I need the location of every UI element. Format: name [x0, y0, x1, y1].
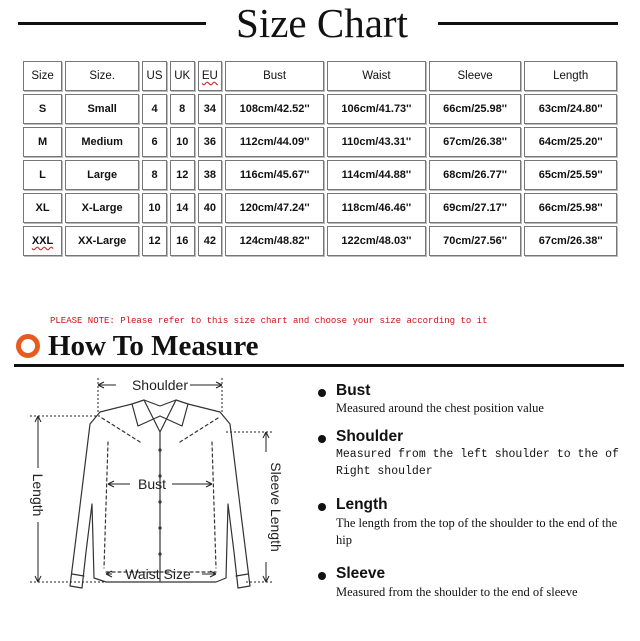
table-cell: 12 — [142, 226, 167, 256]
header-cell: Sleeve — [429, 61, 522, 91]
bullet-dot-icon — [318, 389, 326, 397]
diagram-label-bust: Bust — [137, 476, 167, 492]
table-cell: 42 — [198, 226, 223, 256]
table-cell: 65cm/25.59'' — [524, 160, 617, 190]
header-cell: Waist — [327, 61, 426, 91]
table-cell: 34 — [198, 94, 223, 124]
diagram-label-waist: Waist Size — [125, 566, 191, 582]
table-cell: 4 — [142, 94, 167, 124]
table-cell: 120cm/47.24'' — [225, 193, 324, 223]
table-cell: 10 — [142, 193, 167, 223]
table-cell: XL — [23, 193, 62, 223]
page-title: Size Chart — [236, 0, 408, 46]
bullet-text: Measured from the left shoulder to the of Right shoulder — [336, 448, 619, 478]
size-table — [20, 58, 620, 259]
header-cell: Length — [524, 61, 617, 91]
header-cell: Bust — [225, 61, 324, 91]
bullet-dot-icon — [318, 435, 326, 443]
table-cell: XX-Large — [65, 226, 139, 256]
table-row — [23, 160, 617, 190]
jacket-collar — [132, 400, 188, 426]
section-rule — [14, 364, 624, 367]
table-cell: 67cm/26.38'' — [429, 127, 522, 157]
table-row — [23, 127, 617, 157]
table-cell: M — [23, 127, 62, 157]
table-cell: 8 — [142, 160, 167, 190]
table-cell: 14 — [170, 193, 195, 223]
how-to-measure-title: How To Measure — [48, 330, 259, 362]
header-cell: Size. — [65, 61, 139, 91]
table-cell: 66cm/25.98'' — [429, 94, 522, 124]
table-cell: 124cm/48.82'' — [225, 226, 324, 256]
table-cell: 69cm/27.17'' — [429, 193, 522, 223]
bullet-title: Shoulder — [336, 428, 404, 445]
table-cell: 110cm/43.31'' — [327, 127, 426, 157]
table-cell: 116cm/45.67'' — [225, 160, 324, 190]
how-to-measure-header — [14, 330, 624, 362]
table-cell: Medium — [65, 127, 139, 157]
table-cell: 6 — [142, 127, 167, 157]
bullet-dot-icon — [318, 503, 326, 511]
table-cell: 112cm/44.09'' — [225, 127, 324, 157]
table-cell: 63cm/24.80'' — [524, 94, 617, 124]
title-row — [0, 0, 640, 46]
bullet-text: Measured from the shoulder to the end of sleeve — [336, 585, 578, 599]
table-cell: 70cm/27.56'' — [429, 226, 522, 256]
bullet-title: Bust — [336, 382, 371, 399]
table-cell: L — [23, 160, 62, 190]
table-cell: S — [23, 94, 62, 124]
table-cell: 108cm/42.52'' — [225, 94, 324, 124]
header-cell: Size — [23, 61, 62, 91]
table-cell: 106cm/41.73'' — [327, 94, 426, 124]
bullet-dot-icon — [318, 572, 326, 580]
table-cell: 12 — [170, 160, 195, 190]
diagram-label-sleeve: Sleeve Length — [268, 462, 284, 552]
table-cell: 122cm/48.03'' — [327, 226, 426, 256]
bullet-title: Length — [336, 496, 388, 513]
table-cell: Large — [65, 160, 139, 190]
bullet-text: The length from the top of the shoulder to the end of the hip — [336, 516, 618, 547]
size-note: PLEASE NOTE: Please refer to this size chart and choose your size according to it — [50, 316, 488, 326]
table-cell: 67cm/26.38'' — [524, 226, 617, 256]
table-cell: 38 — [198, 160, 223, 190]
table-cell: 118cm/46.46'' — [327, 193, 426, 223]
table-cell: 68cm/26.77'' — [429, 160, 522, 190]
table-row — [23, 226, 617, 256]
table-row — [23, 94, 617, 124]
table-cell: 114cm/44.88'' — [327, 160, 426, 190]
diagram-label-shoulder: Shoulder — [131, 377, 189, 393]
measure-diagram — [20, 372, 302, 636]
table-cell: XXL — [23, 226, 62, 256]
title-rule-right — [438, 22, 618, 25]
table-cell: 16 — [170, 226, 195, 256]
title-rule-left — [18, 22, 206, 25]
header-cell: US — [142, 61, 167, 91]
table-cell: 8 — [170, 94, 195, 124]
jacket-diagram-svg — [20, 372, 302, 636]
diagram-label-length: Length — [30, 473, 46, 517]
table-header-row — [23, 61, 617, 91]
orange-ring-icon — [16, 334, 40, 358]
table-cell: 40 — [198, 193, 223, 223]
header-cell: UK — [170, 61, 195, 91]
bullet-title: Sleeve — [336, 565, 386, 582]
table-cell: 66cm/25.98'' — [524, 193, 617, 223]
table-cell: 64cm/25.20'' — [524, 127, 617, 157]
header-cell: EU — [198, 61, 223, 91]
table-row — [23, 193, 617, 223]
table-cell: 10 — [170, 127, 195, 157]
table-cell: X-Large — [65, 193, 139, 223]
table-cell: Small — [65, 94, 139, 124]
table-cell: 36 — [198, 127, 223, 157]
bullet-text: Measured around the chest position value — [336, 401, 544, 415]
